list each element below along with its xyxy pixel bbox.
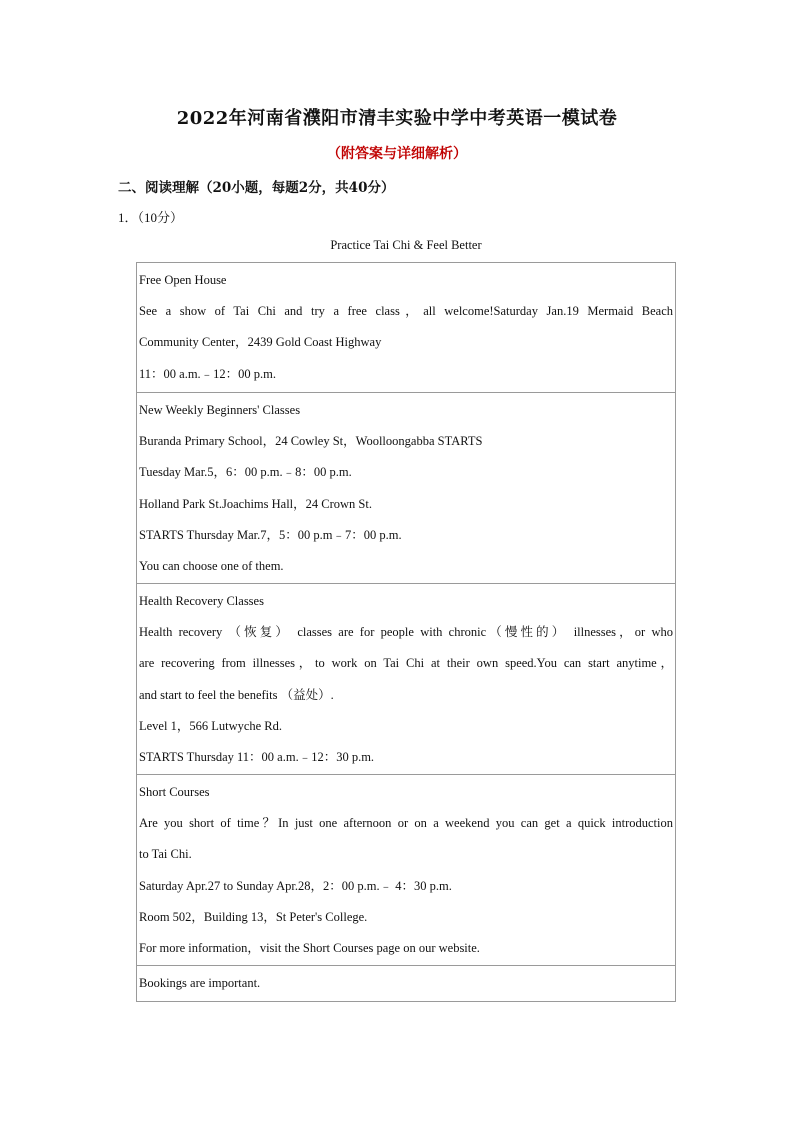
block-line: Level 1，566 Lutwyche Rd. bbox=[139, 718, 283, 733]
block-line: Health recovery （恢复） classes are for people with chronic（慢性的） illnesses，or who bbox=[139, 625, 673, 640]
page-subtitle: （附答案与详细解析） bbox=[327, 146, 467, 162]
ad-block-free-open-house bbox=[137, 263, 675, 393]
block-line: Are you short of time？In just one afternoon or on a weekend you can get a quick introduction bbox=[139, 816, 673, 831]
block-line: STARTS Thursday 11：00 a.m.﹣12：30 p.m. bbox=[139, 750, 375, 765]
ad-table bbox=[136, 262, 676, 1002]
block-heading: Short Courses bbox=[139, 785, 210, 799]
ad-caption: Practice Tai Chi & Feel Better bbox=[330, 238, 482, 252]
block-line: Tuesday Mar.5，6：00 p.m.﹣8：00 p.m. bbox=[139, 465, 352, 480]
ad-block-beginners-classes bbox=[137, 393, 675, 584]
block-line: are recovering from illnesses，to work on Tai Chi at their own speed.You can start anytime， bbox=[139, 656, 673, 671]
block-line: You can choose one of them. bbox=[139, 559, 284, 574]
block-heading: Free Open House bbox=[139, 273, 227, 287]
block-heading: Bookings are important. bbox=[139, 976, 261, 990]
question-number: 1．（10分） bbox=[118, 210, 184, 225]
block-line: 11：00 a.m.﹣12：00 p.m. bbox=[139, 366, 277, 381]
ad-block-bookings bbox=[137, 966, 675, 1001]
ad-block-health-recovery bbox=[137, 584, 675, 775]
block-heading: Health Recovery Classes bbox=[139, 594, 264, 608]
block-line: For more information，visit the Short Courses page on our website. bbox=[139, 941, 480, 956]
block-line: to Tai Chi. bbox=[139, 847, 192, 862]
block-line: and start to feel the benefits （益处）. bbox=[139, 687, 334, 702]
block-line: Saturday Apr.27 to Sunday Apr.28，2：00 p.m.﹣ 4：30 p.m. bbox=[139, 878, 452, 893]
section-heading: 二、阅读理解（20小题，每题2分，共40分） bbox=[118, 180, 395, 196]
page-title: 2022年河南省濮阳市清丰实验中学中考英语一模试卷 bbox=[176, 108, 618, 129]
block-line: Community Center，2439 Gold Coast Highway bbox=[139, 335, 382, 350]
block-line: Holland Park St.Joachims Hall，24 Crown St. bbox=[139, 496, 372, 511]
block-line: Buranda Primary School，24 Cowley St，Woolloongabba STARTS bbox=[139, 434, 483, 449]
block-line: Room 502，Building 13，St Peter's College. bbox=[139, 909, 368, 924]
block-heading: New Weekly Beginners' Classes bbox=[139, 403, 301, 417]
block-line: See a show of Tai Chi and try a free class，all welcome!Saturday Jan.19 Mermaid Beach bbox=[139, 304, 673, 319]
block-line: STARTS Thursday Mar.7，5：00 p.m﹣7：00 p.m. bbox=[139, 527, 402, 542]
ad-block-short-courses bbox=[137, 775, 675, 966]
